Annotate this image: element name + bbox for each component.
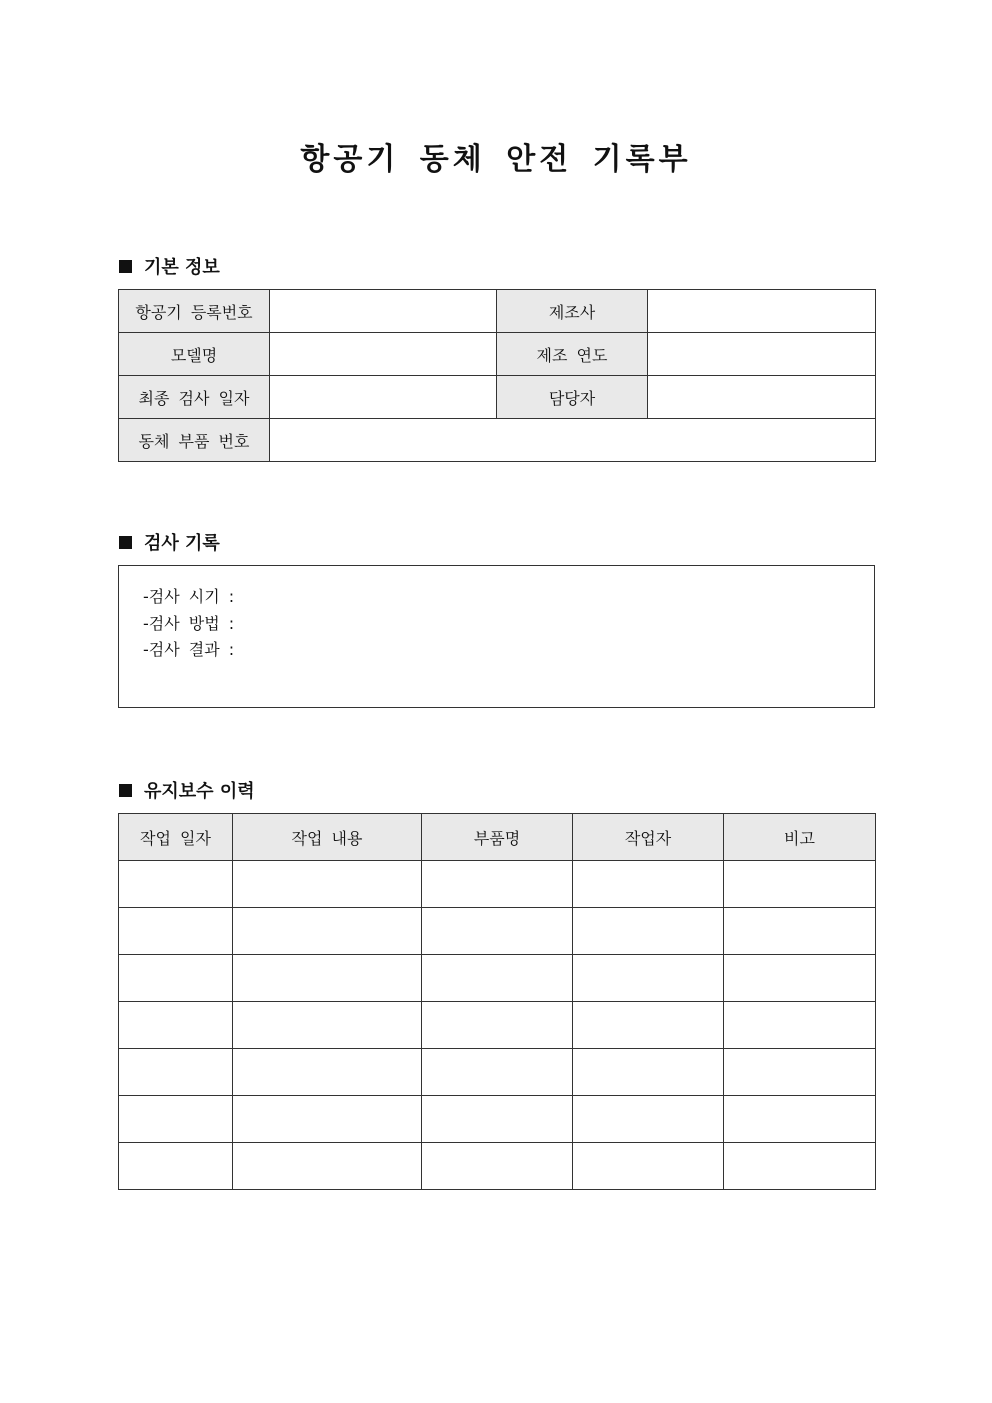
info-row [119,419,876,462]
inspection-heading-text: 검사 기록 [144,533,220,554]
inspection-result-line: -검사 결과 : [143,640,235,659]
fuselage-part-number-field[interactable] [270,419,876,462]
table-cell[interactable] [422,1096,573,1143]
table-cell[interactable] [119,955,233,1002]
column-header-work-date: 작업 일자 [119,814,233,861]
model-label: 모델명 [119,333,270,376]
table-row [119,1049,876,1096]
document-title: 항공기 동체 안전 기록부 [300,142,692,177]
table-cell[interactable] [724,861,876,908]
info-row [119,290,876,333]
table-cell[interactable] [573,908,724,955]
inspection-heading [119,529,220,555]
table-cell[interactable] [573,1049,724,1096]
column-header-remarks: 비고 [724,814,876,861]
table-cell[interactable] [422,1143,573,1190]
table-cell[interactable] [724,1143,876,1190]
person-in-charge-field[interactable] [648,376,876,419]
maintenance-history-table [118,813,876,1190]
table-row [119,955,876,1002]
model-field[interactable] [270,333,497,376]
table-cell[interactable] [119,908,233,955]
table-cell[interactable] [422,908,573,955]
table-cell[interactable] [119,1002,233,1049]
registration-number-field[interactable] [270,290,497,333]
inspection-record-box[interactable] [118,565,875,708]
table-cell[interactable] [573,955,724,1002]
table-cell[interactable] [233,1143,422,1190]
table-cell[interactable] [233,1096,422,1143]
table-cell[interactable] [119,1049,233,1096]
column-header-part-name: 부품명 [422,814,573,861]
table-row [119,1002,876,1049]
inspection-method-line: -검사 방법 : [143,613,235,633]
table-cell[interactable] [119,861,233,908]
last-inspection-date-field[interactable] [270,376,497,419]
table-cell[interactable] [422,1049,573,1096]
basic-info-table [118,289,876,462]
table-cell[interactable] [233,1049,422,1096]
fuselage-part-number-label: 동체 부품 번호 [119,419,270,462]
table-row [119,908,876,955]
table-row [119,1096,876,1143]
table-row [119,1143,876,1190]
table-cell[interactable] [233,1002,422,1049]
registration-number-label: 항공기 등록번호 [119,290,270,333]
black-square-icon [119,260,132,273]
info-row [119,333,876,376]
info-row [119,376,876,419]
basic-info-heading-text: 기본 정보 [144,257,220,278]
table-cell[interactable] [724,1049,876,1096]
table-cell[interactable] [233,861,422,908]
table-row [119,861,876,908]
table-cell[interactable] [119,1096,233,1143]
maintenance-heading-text: 유지보수 이력 [144,781,255,802]
table-cell[interactable] [573,1002,724,1049]
table-cell[interactable] [724,908,876,955]
table-cell[interactable] [573,1096,724,1143]
table-cell[interactable] [724,955,876,1002]
maintenance-heading [119,777,255,803]
last-inspection-date-label: 최종 검사 일자 [119,376,270,419]
table-cell[interactable] [422,955,573,1002]
column-header-worker: 작업자 [573,814,724,861]
table-cell[interactable] [422,1002,573,1049]
table-cell[interactable] [724,1096,876,1143]
black-square-icon [119,784,132,797]
column-header-work-details: 작업 내용 [233,814,422,861]
manufacturer-field[interactable] [648,290,876,333]
black-square-icon [119,536,132,549]
manufacture-year-label: 제조 연도 [497,333,648,376]
table-header-row [119,814,876,861]
basic-info-heading [119,253,220,279]
table-cell[interactable] [233,908,422,955]
manufacture-year-field[interactable] [648,333,876,376]
manufacturer-label: 제조사 [497,290,648,333]
person-in-charge-label: 담당자 [497,376,648,419]
table-cell[interactable] [119,1143,233,1190]
table-cell[interactable] [573,1143,724,1190]
table-cell[interactable] [422,861,573,908]
table-cell[interactable] [573,861,724,908]
table-cell[interactable] [233,955,422,1002]
inspection-timing-line: -검사 시기 : [143,587,235,606]
table-cell[interactable] [724,1002,876,1049]
